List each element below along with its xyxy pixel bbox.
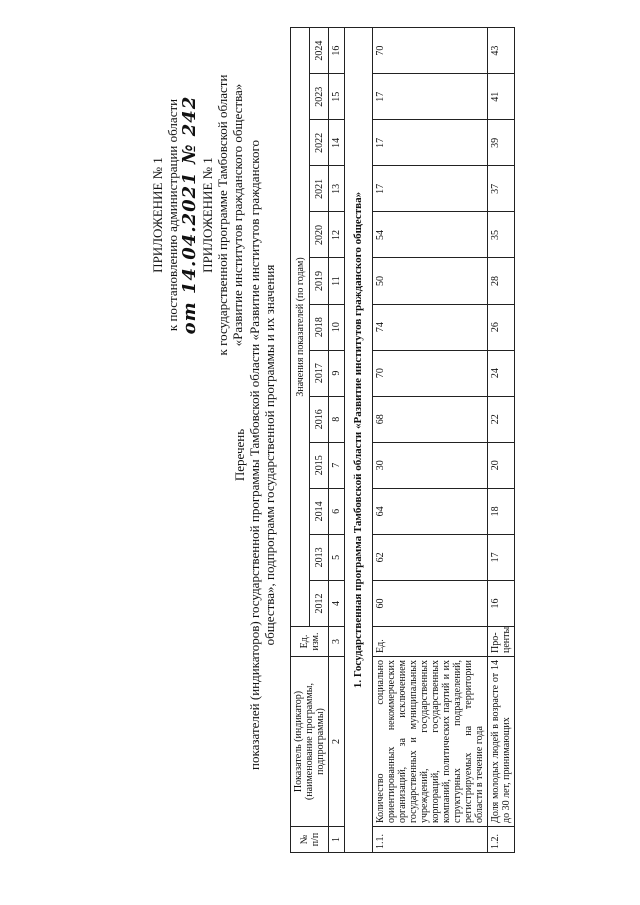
col-number: 11: [329, 258, 345, 304]
row-value: 60: [373, 580, 488, 626]
row-value: 50: [373, 258, 488, 304]
col-number: 8: [329, 396, 345, 442]
year-header: 2015: [310, 442, 329, 488]
row-value: 74: [373, 304, 488, 350]
col-number: 10: [329, 304, 345, 350]
row-value: 30: [373, 442, 488, 488]
row-value: 70: [373, 350, 488, 396]
row-num: 1.1.: [373, 827, 488, 853]
col-number: 14: [329, 120, 345, 166]
row-value: 22: [488, 396, 515, 442]
row-unit: Про- центы: [488, 627, 515, 657]
row-indicator: Доля молодых людей в возрасте от 14 до 30 лет, принимающих: [488, 657, 515, 827]
col-number: 5: [329, 534, 345, 580]
header-values: Значения показателей (по годам): [291, 28, 310, 627]
year-header: 2020: [310, 212, 329, 258]
row-value: 43: [488, 28, 515, 74]
row-value: 17: [373, 74, 488, 120]
row-value: 70: [373, 28, 488, 74]
row-value: 17: [373, 166, 488, 212]
title-line-1: Перечень: [232, 428, 247, 482]
handwritten-date-number: от 14.04.2021 № 242: [179, 95, 200, 335]
row-indicator: Количество социально ориентированных некоммерческих организаций, за исключением государственных и муниципальных учреждений, государственных корпораций, государственных компаний, политических партий и их структурных подразделений, регистрируемых на территории области в течение года: [373, 657, 488, 827]
row-value: 54: [373, 212, 488, 258]
appendix-header: [150, 45, 245, 385]
col-number: 15: [329, 74, 345, 120]
row-value: 17: [488, 534, 515, 580]
appendix-title-2: ПРИЛОЖЕНИЕ № 1: [200, 157, 215, 273]
row-value: 37: [488, 166, 515, 212]
indicators-table: [290, 27, 515, 853]
col-number: 13: [329, 166, 345, 212]
header-row: [291, 28, 310, 853]
document-title: [232, 65, 277, 845]
row-unit: Ед.: [373, 627, 488, 657]
row-value: 68: [373, 396, 488, 442]
year-header: 2023: [310, 74, 329, 120]
col-number: 4: [329, 580, 345, 626]
row-value: 64: [373, 488, 488, 534]
header-num: № п/п: [291, 827, 329, 853]
column-number-row: [329, 28, 345, 853]
col-number: 12: [329, 212, 345, 258]
header-unit: Ед. изм.: [291, 627, 329, 657]
col-number: 6: [329, 488, 345, 534]
row-value: 18: [488, 488, 515, 534]
row-value: 39: [488, 120, 515, 166]
row-value: 24: [488, 350, 515, 396]
year-header: 2022: [310, 120, 329, 166]
year-header: 2014: [310, 488, 329, 534]
col-number: 3: [329, 627, 345, 657]
row-value: 17: [373, 120, 488, 166]
appendix-decree-line: к постановлению администрации области: [165, 98, 180, 332]
appendix-program-line: к государственной программе Тамбовской области: [215, 74, 230, 356]
year-header: 2013: [310, 534, 329, 580]
col-number: 9: [329, 350, 345, 396]
row-value: 20: [488, 442, 515, 488]
col-number: 2: [329, 657, 345, 827]
row-value: 35: [488, 212, 515, 258]
row-value: 26: [488, 304, 515, 350]
year-header: 2012: [310, 580, 329, 626]
row-value: 16: [488, 580, 515, 626]
year-header: 2018: [310, 304, 329, 350]
title-line-3: общества», подпрограмм государственной программы и их значения: [262, 264, 277, 646]
year-header: 2019: [310, 258, 329, 304]
col-number: 1: [329, 827, 345, 853]
row-num: 1.2.: [488, 827, 515, 853]
col-number: 7: [329, 442, 345, 488]
appendix-program-name: «Развитие институтов гражданского общества»: [230, 83, 245, 347]
header-indicator: Показатель (индикатор) (наименование программы, подпрограммы): [291, 657, 329, 827]
appendix-title: ПРИЛОЖЕНИЕ № 1: [150, 157, 165, 273]
row-value: 41: [488, 74, 515, 120]
section-title: 1. Государственная программа Тамбовской области «Развитие институтов гражданского общества»: [345, 28, 373, 853]
year-header: 2017: [310, 350, 329, 396]
section-row: [345, 28, 373, 853]
year-header: 2016: [310, 396, 329, 442]
year-header: 2021: [310, 166, 329, 212]
row-value: 62: [373, 534, 488, 580]
table-row: [373, 28, 488, 853]
row-value: 28: [488, 258, 515, 304]
title-line-2: показателей (индикаторов) государственной программы Тамбовской области «Развитие институтов гражданского: [247, 140, 262, 770]
table-row: [488, 28, 515, 853]
year-header: 2024: [310, 28, 329, 74]
col-number: 16: [329, 28, 345, 74]
